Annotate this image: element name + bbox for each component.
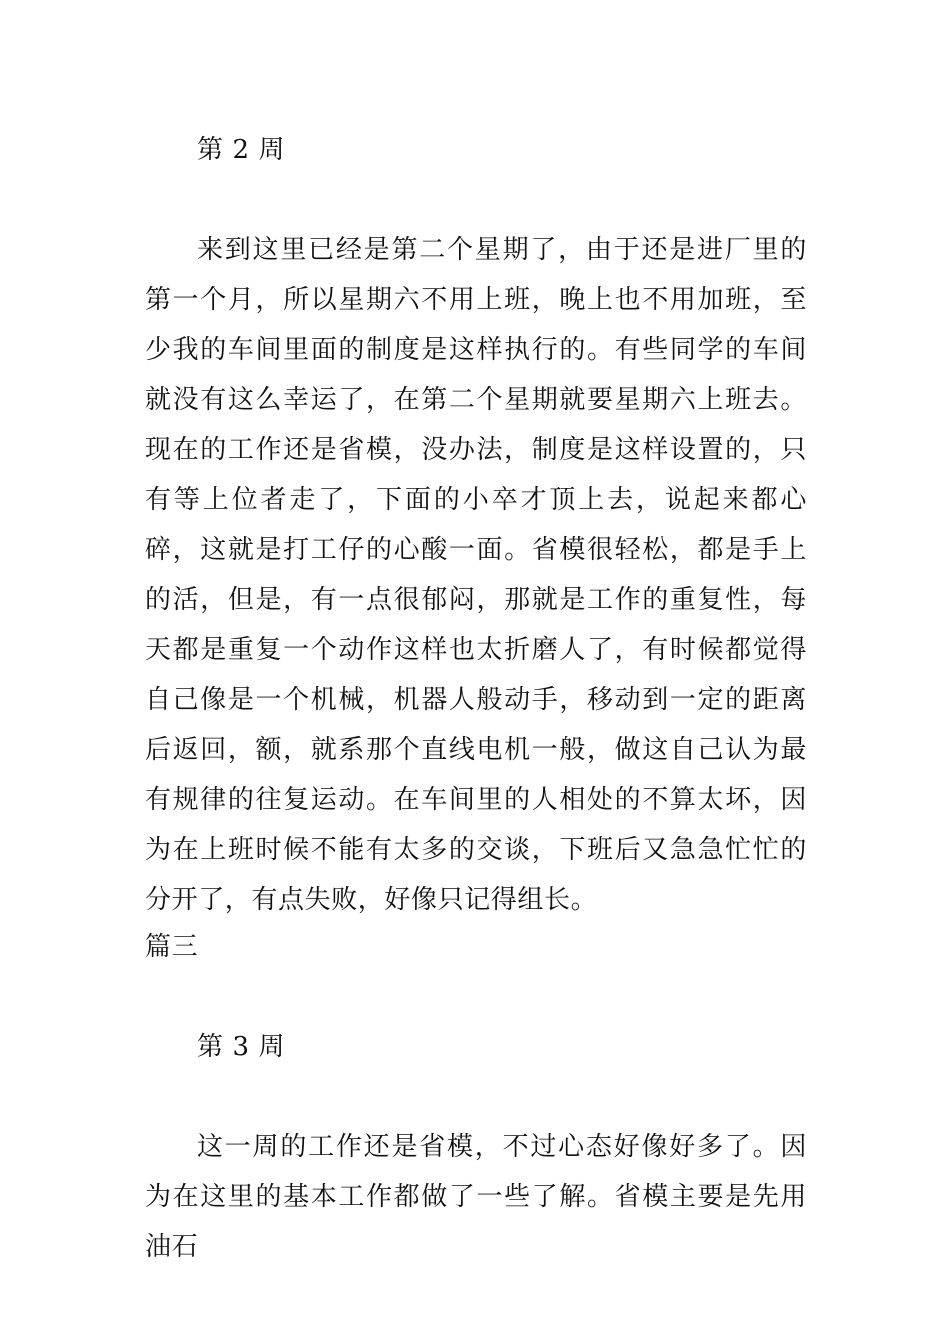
week-2-paragraph: 来到这里已经是第二个星期了，由于还是进厂里的第一个月，所以星期六不用上班，晚上也不用加班，至少我的车间里面的制度是这样执行的。有些同学的车间就没有这么幸运了，在第二个星期就要星期六上班去。现在的工作还是省模，没办法，制度是这样设置的，只有等上位者走了，下面的小卒才顶上去，说起来都心碎，这就是打工仔的心酸一面。省模很轻松，都是手上的活，但是，有一点很郁闷，那就是工作的重复性，每天都是重复一个动作这样也太折磨人了，有时候都觉得自己像是一个机械，机器人般动手，移动到一定的距离后返回，额，就系那个直线电机一般，做这自己认为最有规律的往复运动。在车间里的人相处的不算太坏，因为在上班时候不能有太多的交谈，下班后又急急忙忙的分开了，有点失败，好像只记得组长。: [145, 235, 807, 915]
section-label: 篇三: [145, 932, 199, 962]
week-2-heading: 第 2 周: [197, 135, 286, 165]
week-3-paragraph: 这一周的工作还是省模，不过心态好像好多了。因为在这里的基本工作都做了一些了解。省模主要是先用油石: [145, 1132, 807, 1262]
week-3-heading: 第 3 周: [197, 1032, 286, 1062]
